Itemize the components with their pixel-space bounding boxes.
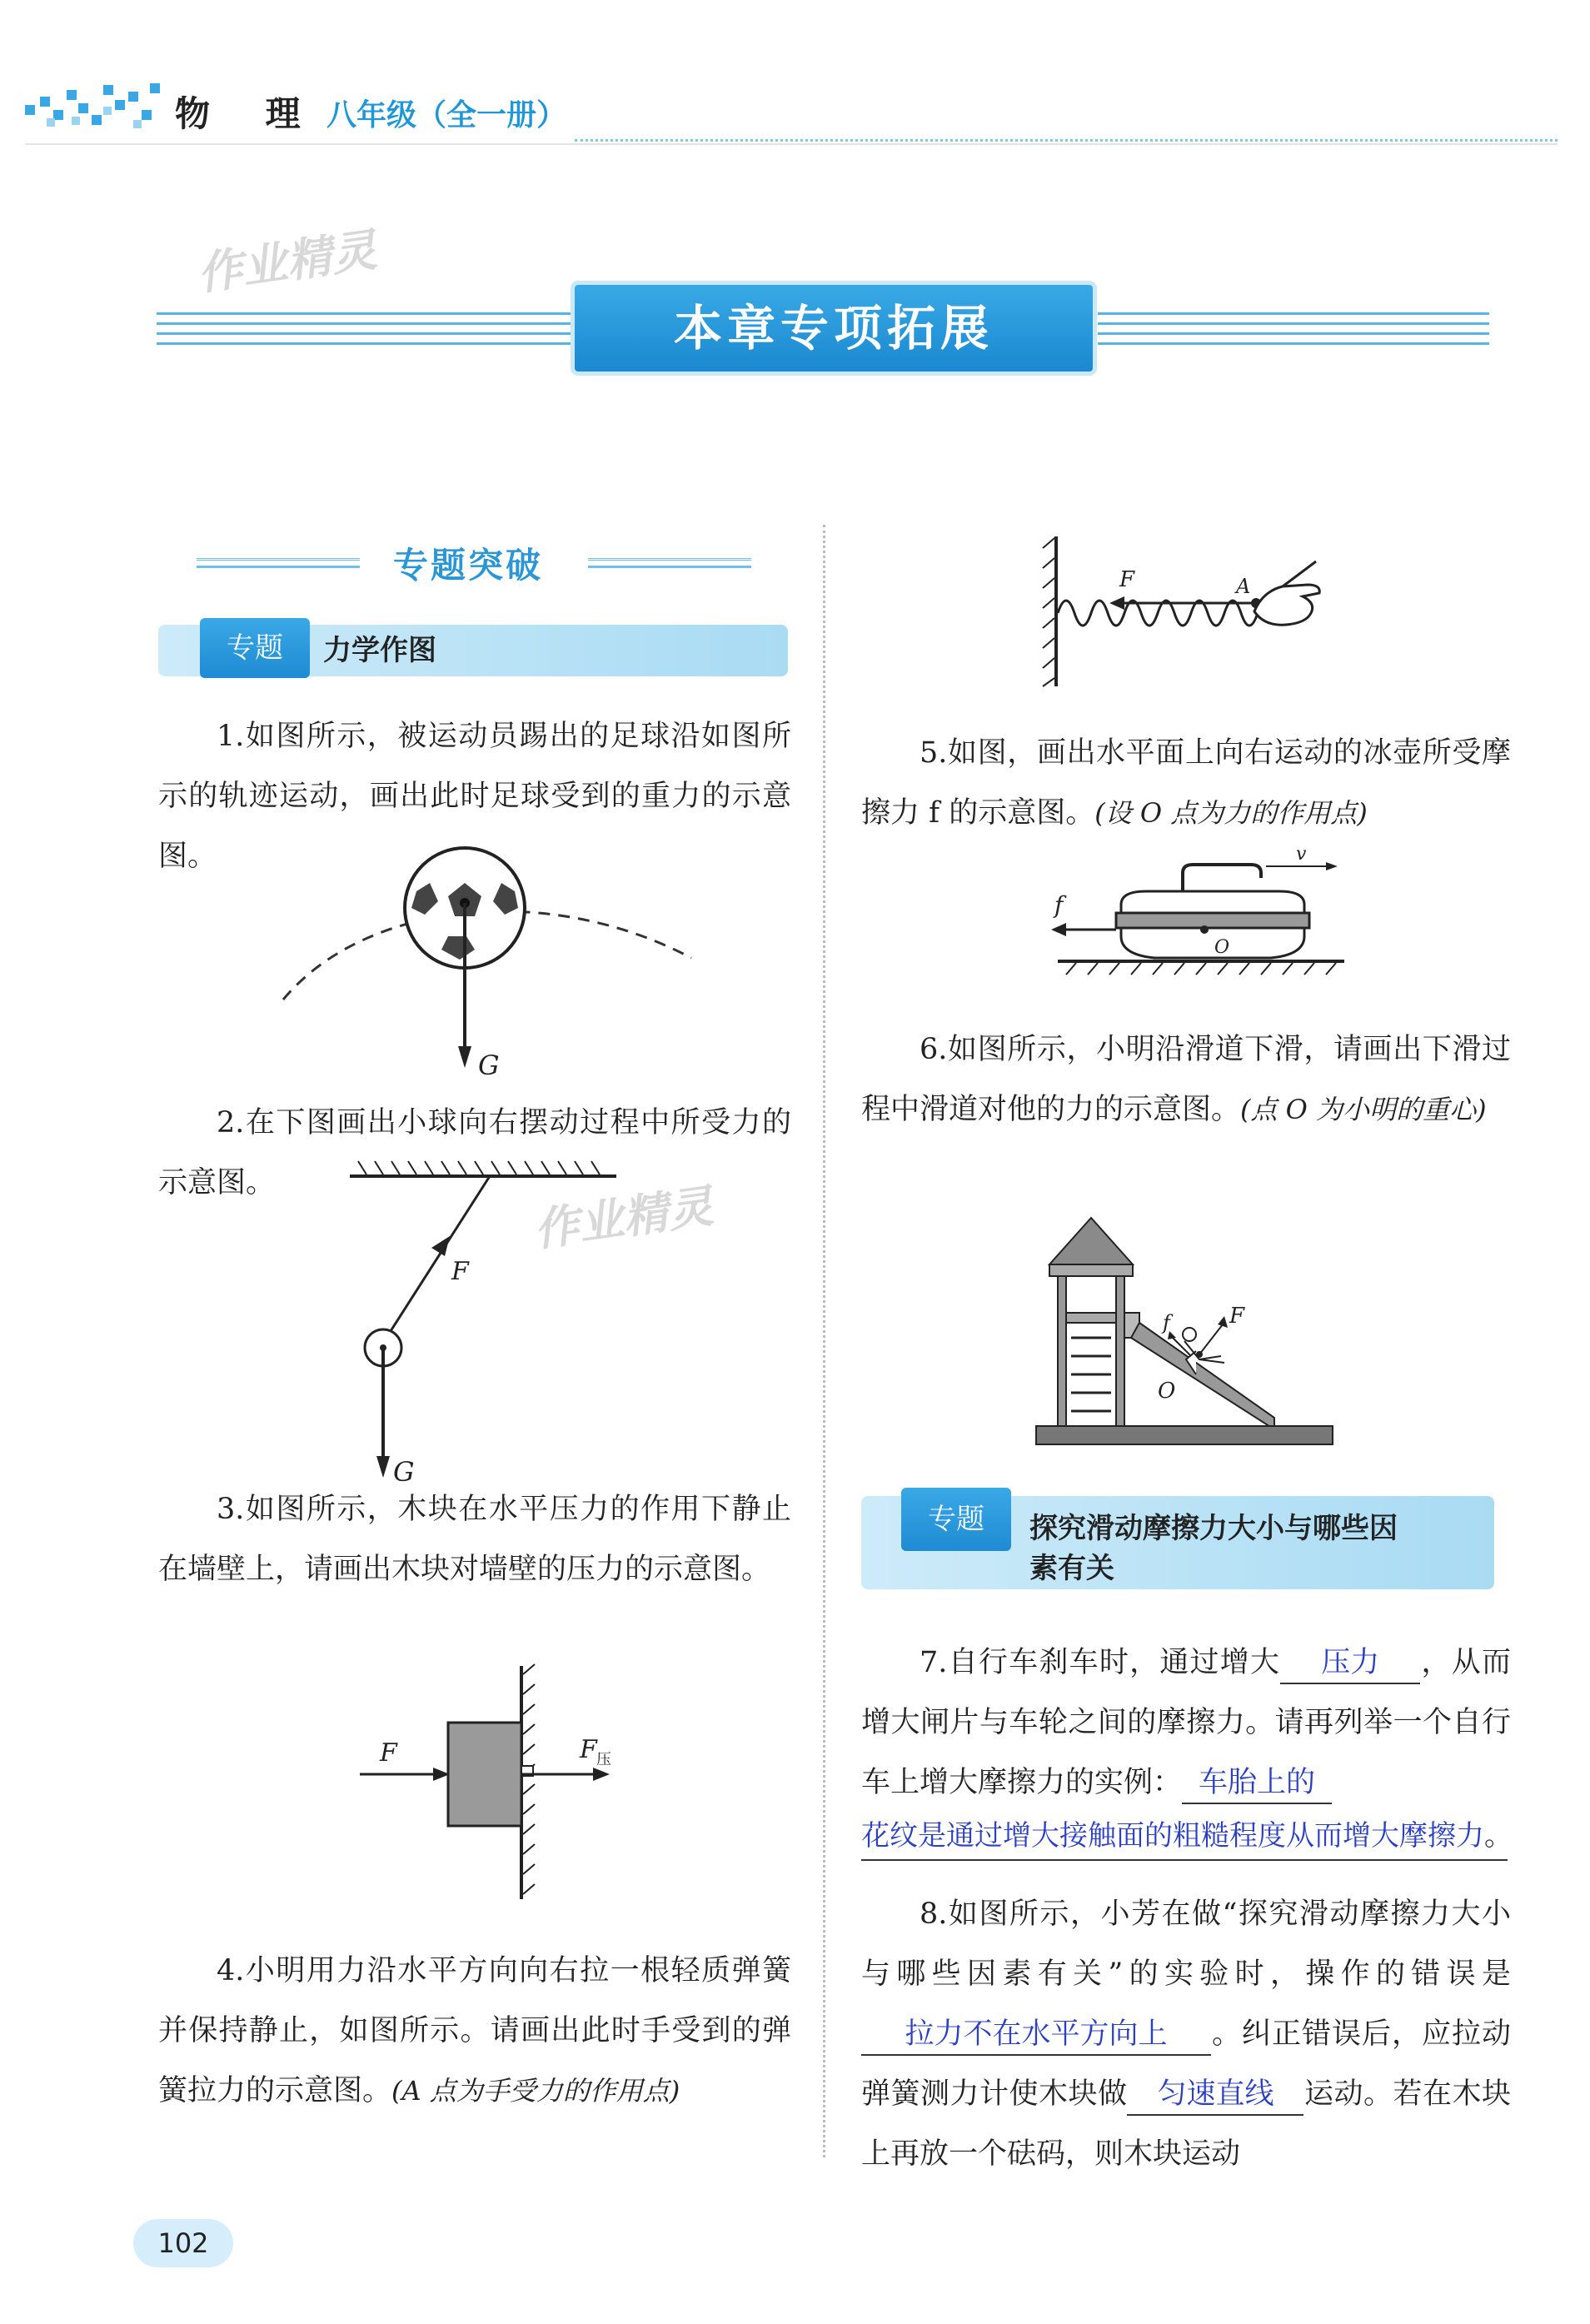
q5-v-label: v (1296, 844, 1307, 865)
q7-answer-1: 压力 (1280, 1643, 1420, 1684)
q3-f-label: F (380, 1738, 397, 1768)
question-4-text: 4.小明用力沿水平方向向右拉一根轻质弹簧并保持静止，如图所示。请画出此时手受到的弹簧拉力的示意图。 (158, 1954, 791, 2107)
spring-hand-figure (1033, 531, 1349, 690)
question-8-text-2: 。纠正错误后，应拉动弹簧测力计使木块做 (861, 2017, 1511, 2111)
header-grade: 八年级（全一册） (326, 98, 567, 132)
q7-answer-2-line2: 花纹是通过增大接触面的粗糙程度从而增大摩擦力。 (861, 1813, 1508, 1861)
topic1-title: 力学作图 (323, 634, 436, 667)
q6-f-label: F (1229, 1304, 1245, 1329)
question-8-text-3: 运动。若在木块上再放一个砝码，则木块运动 (861, 2077, 1511, 2171)
q8-answer-1: 拉力不在水平方向上 (861, 2014, 1211, 2056)
column-divider (823, 525, 825, 2157)
section-rule-right (588, 558, 751, 568)
block-wall-figure (350, 1658, 633, 1908)
q3-fy-subscript: 压 (596, 1751, 611, 1768)
q4-a-label: A (1236, 575, 1251, 598)
watermark-top: 作业精灵 (194, 223, 380, 301)
q2-f-label: F (451, 1257, 469, 1286)
question-4 (158, 1941, 791, 2121)
header-divider (575, 139, 1558, 142)
banner-stripes-right (1098, 305, 1489, 345)
watermark-middle: 作业精灵 (531, 1179, 716, 1257)
header-bottom-rule (25, 143, 1558, 145)
question-5-note: (设 O 点为力的作用点) (1094, 797, 1368, 829)
question-4-note: (A 点为手受力的作用点) (391, 2075, 680, 2107)
slide-figure (1033, 1213, 1341, 1454)
question-5 (861, 723, 1511, 843)
header-logo-icon (23, 73, 165, 140)
q8-answer-2: 匀速直线 (1127, 2074, 1303, 2116)
question-5-text: 5.如图，画出水平面上向右运动的冰壶所受摩擦力 f 的示意图。 (861, 736, 1511, 830)
header-subject: 物 理 (175, 93, 322, 134)
football-figure (275, 833, 708, 1083)
question-6-text: 6.如图所示，小明沿滑道下滑，请画出下滑过程中滑道对他的力的示意图。 (861, 1033, 1511, 1126)
topic1-tag: 专题 (200, 618, 310, 678)
q5-f-label: f (1054, 891, 1064, 919)
q6-fs-label: f (1163, 1311, 1170, 1334)
chapter-banner-title: 本章专项拓展 (575, 285, 1093, 372)
q4-f-label: F (1119, 567, 1135, 592)
topic2-tag: 专题 (901, 1488, 1011, 1551)
question-7-text-2: ，从而增大闸片与车轮之间的摩擦力。请再列举一个自行车上增大摩擦力的实例： (861, 1646, 1511, 1799)
banner-stripes-left (157, 305, 573, 345)
q5-o-label: O (1214, 937, 1230, 958)
q1-g-label: G (478, 1050, 500, 1081)
question-3-text: 3.如图所示，木块在水平压力的作用下静止在墙壁上，请画出木块对墙壁的压力的示意图。 (158, 1493, 791, 1586)
q2-g-label: G (393, 1456, 415, 1488)
q6-o-label: O (1158, 1379, 1176, 1404)
q3-fy-label: F (580, 1735, 597, 1764)
question-2-text: 2.在下图画出小球向右摆动过程中所受力的示意图。 (158, 1106, 791, 1199)
pendulum-figure (341, 1158, 625, 1491)
question-3 (158, 1479, 791, 1599)
question-6 (861, 1020, 1511, 1140)
topic2-title-line1: 探究滑动摩擦力大小与哪些因 (1029, 1512, 1398, 1545)
section-title: 专题突破 (393, 545, 544, 586)
question-1-text: 1.如图所示，被运动员踢出的足球沿如图所示的轨迹运动，画出此时足球受到的重力的示意图。 (158, 720, 791, 873)
question-8 (861, 1884, 1511, 2184)
question-6-note: (点 O 为小明的重心) (1240, 1094, 1487, 1125)
page-number: 102 (133, 2219, 233, 2267)
topic2-title-line2: 素有关 (1029, 1552, 1114, 1585)
question-8-text-1: 8.如图所示，小芳在做“探究滑动摩擦力大小与哪些因素有关”的实验时，操作的错误是 (861, 1898, 1511, 1991)
q7-answer-2-line1: 车胎上的 (1182, 1763, 1332, 1804)
section-rule-left (197, 558, 360, 568)
curling-stone-figure (1041, 841, 1358, 991)
question-7-text-1: 7.自行车刹车时，通过增大 (920, 1646, 1281, 1679)
question-7 (861, 1633, 1511, 1861)
